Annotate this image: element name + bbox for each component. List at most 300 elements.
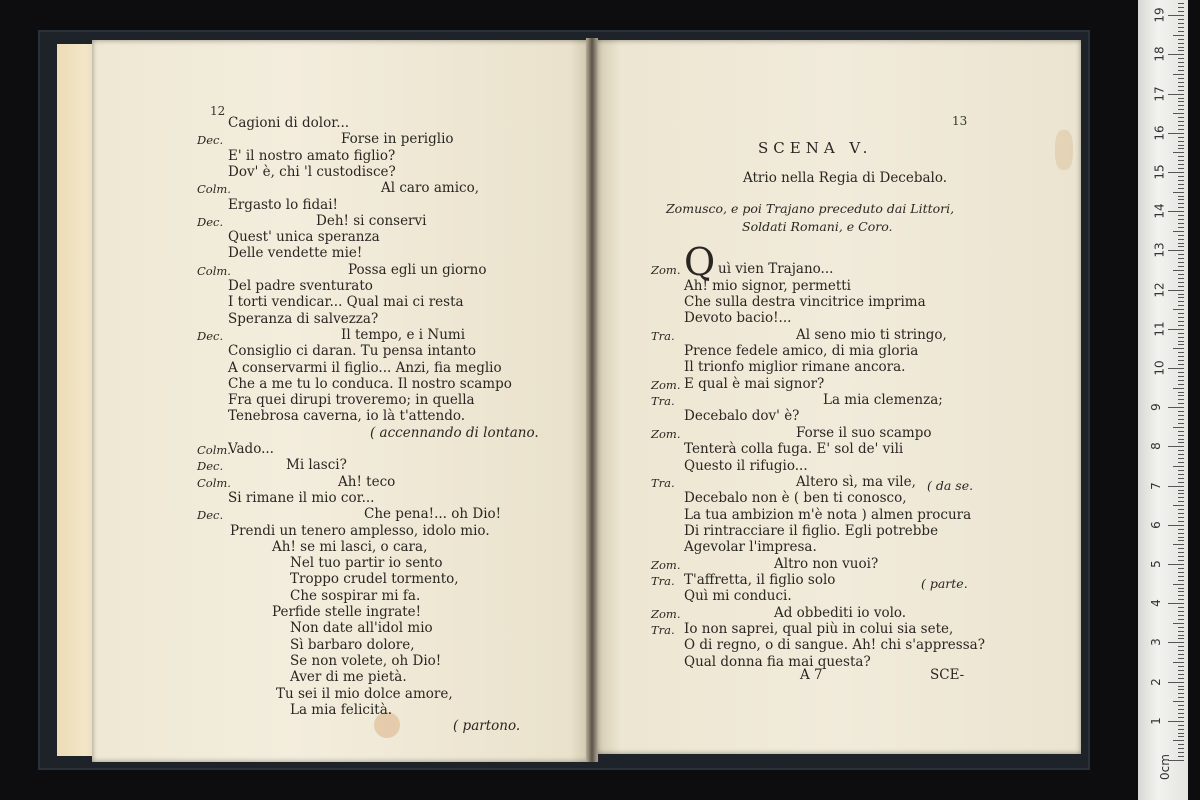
ruler-tick (1178, 325, 1184, 326)
ruler-tick (1168, 721, 1184, 722)
ruler-tick (1178, 678, 1184, 679)
ruler-tick (1178, 282, 1184, 283)
ruler-tick (1168, 329, 1184, 330)
catchword: SCE- (930, 667, 965, 683)
ruler-tick (1178, 654, 1184, 655)
speaker-label: Colm. (197, 263, 231, 278)
ruler-tick (1178, 638, 1184, 639)
ruler-tick (1178, 548, 1184, 549)
ruler-tick (1178, 301, 1184, 302)
ruler-tick (1178, 748, 1184, 749)
ruler-tick (1178, 591, 1184, 592)
ruler-tick (1178, 540, 1184, 541)
ruler-tick (1178, 86, 1184, 87)
ruler-number: 17 (1152, 85, 1167, 102)
ruler-number: 15 (1152, 164, 1167, 180)
ruler-number: 1 (1148, 716, 1163, 725)
speaker-label: Tra. (651, 329, 675, 343)
aside-da-se: ( da se. (927, 478, 974, 493)
ruler-tick (1178, 435, 1184, 436)
verse-line: Il trionfo miglior rimane ancora. (684, 359, 906, 375)
ruler-tick (1178, 450, 1184, 451)
ruler-tick (1178, 572, 1184, 573)
ruler-tick (1178, 439, 1184, 440)
scene-characters-1: Zomusco, e poi Trajano preceduto dai Littori, (666, 201, 955, 216)
verse-line: Fra quei dirupi troveremo; in quella (228, 392, 475, 409)
ruler-tick (1168, 15, 1184, 16)
ruler-tick (1178, 344, 1184, 345)
verse-line: Troppo crudel tormento, (290, 571, 459, 588)
verse-line: Cagioni di dolor... (228, 115, 350, 131)
ruler-tick (1178, 513, 1184, 514)
speaker-label: Tra. (651, 574, 675, 588)
ruler-tick (1178, 360, 1184, 361)
ruler-tick (1178, 493, 1184, 494)
ruler-tick (1178, 615, 1184, 616)
ruler-tick (1178, 235, 1184, 236)
ruler-tick (1178, 454, 1184, 455)
ruler-tick (1178, 501, 1184, 502)
ruler-tick (1168, 172, 1184, 173)
verse-line: Che a me tu lo conduca. Il nostro scampo (228, 375, 512, 392)
verse-line: Tu sei il mio dolce amore, (276, 685, 453, 702)
ruler-tick (1178, 215, 1184, 216)
ruler-tick (1178, 50, 1184, 51)
ruler-tick (1178, 11, 1184, 12)
ruler-tick (1178, 23, 1184, 24)
ruler-tick (1173, 662, 1184, 663)
ruler-tick (1178, 752, 1184, 753)
ruler-tick (1173, 505, 1184, 506)
speaker-label: Tra. (651, 394, 675, 408)
ruler-tick (1178, 246, 1184, 247)
scene-title: SCENA V. (758, 139, 873, 157)
ruler-tick (1178, 509, 1184, 510)
verse-line: Prendi un tenero amplesso, idolo mio. (230, 522, 490, 539)
verse-line: Mi lasci? (286, 457, 347, 474)
verse-line: Possa egli un giorno (348, 261, 487, 278)
ruler-tick (1178, 121, 1184, 122)
verse-line: Ad obbediti io volo. (774, 605, 907, 621)
ruler-tick (1178, 635, 1184, 636)
ruler-tick (1178, 47, 1184, 48)
ruler-tick (1178, 411, 1184, 412)
ruler-tick (1178, 207, 1184, 208)
ruler-tick (1178, 646, 1184, 647)
verse-line: Qual donna fia mai questa? (684, 654, 871, 670)
ruler-tick (1168, 682, 1184, 683)
verse-line: Non date all'idol mio (290, 620, 433, 637)
ruler-tick (1178, 294, 1184, 295)
ruler-tick (1178, 254, 1184, 255)
verse-line: Si rimane il mio cor... (228, 489, 375, 506)
ruler-tick (1178, 90, 1184, 91)
ruler-tick (1178, 188, 1184, 189)
ruler-unit: 0cm (1157, 754, 1172, 780)
ruler-tick (1178, 607, 1184, 608)
verse-line: Del padre sventurato (228, 278, 373, 294)
ruler-tick (1178, 556, 1184, 557)
verse-line: Che pena!... oh Dio! (364, 506, 502, 523)
ruler-number: 6 (1148, 520, 1163, 529)
ruler-tick (1178, 533, 1184, 534)
ruler-tick (1173, 348, 1184, 349)
verse-line: Agevolar l'impresa. (684, 539, 817, 555)
ruler-tick (1178, 82, 1184, 83)
ruler-tick (1178, 729, 1184, 730)
speaker-label: Zom. (651, 378, 681, 392)
ruler-tick (1178, 392, 1184, 393)
ruler-tick (1178, 274, 1184, 275)
speaker-label: Dec. (197, 508, 224, 523)
ruler-tick (1178, 109, 1184, 110)
ruler-tick (1178, 145, 1184, 146)
ruler-tick (1173, 74, 1184, 75)
ruler-tick (1173, 309, 1184, 310)
ruler-tick (1173, 466, 1184, 467)
ruler-tick (1178, 497, 1184, 498)
ruler-tick (1178, 168, 1184, 169)
ruler-tick (1178, 725, 1184, 726)
ruler-tick (1168, 486, 1184, 487)
ruler-tick (1178, 372, 1184, 373)
ruler-tick (1178, 705, 1184, 706)
verse-line: ( accennando di lontano. (370, 424, 539, 441)
ruler-tick (1178, 627, 1184, 628)
ruler-tick (1178, 203, 1184, 204)
ruler-tick (1178, 196, 1184, 197)
ruler-tick (1178, 697, 1184, 698)
ruler-tick (1178, 27, 1184, 28)
verse-line: Che sospirar mi fa. (290, 587, 421, 604)
ruler-tick (1178, 442, 1184, 443)
verse-line: Consiglio ci daran. Tu pensa intanto (228, 343, 477, 360)
ruler-tick (1178, 70, 1184, 71)
verse-line: La mia felicità. (290, 701, 393, 718)
ruler-tick (1173, 35, 1184, 36)
speaker-label: Dec. (197, 328, 224, 343)
ruler-tick (1178, 98, 1184, 99)
ruler-tick (1168, 54, 1184, 55)
ruler-number: 9 (1148, 403, 1163, 412)
speaker-label: Colm. (197, 475, 231, 490)
ruler-tick (1178, 717, 1184, 718)
scene-setting: Atrio nella Regia di Decebalo. (743, 170, 948, 186)
ruler-tick (1178, 62, 1184, 63)
ruler-tick (1178, 599, 1184, 600)
verse-line: La mia clemenza; (823, 392, 943, 408)
verse-line: Ah! teco (338, 473, 396, 490)
verse-line: Che sulla destra vincitrice imprima (684, 294, 926, 310)
ruler-tick (1178, 399, 1184, 400)
ruler-tick (1178, 141, 1184, 142)
verse-line: Deh! si conservi (316, 212, 427, 229)
ruler-tick (1178, 458, 1184, 459)
ruler-tick (1173, 701, 1184, 702)
ruler-tick (1178, 352, 1184, 353)
verse-line: Al caro amico, (381, 180, 479, 197)
verse-line: A conservarmi il figlio... Anzi, fia meglio (228, 359, 502, 376)
verse-line: Altro non vuoi? (774, 556, 879, 572)
signature-mark: A 7 (800, 667, 823, 683)
ruler-tick (1178, 223, 1184, 224)
verse-line: Quì mi conduci. (684, 588, 792, 604)
ruler-tick (1173, 623, 1184, 624)
verse-line: Tenterà colla fuga. E' sol de' vili (684, 441, 904, 457)
ruler-number: 12 (1152, 281, 1167, 298)
ruler-tick (1178, 756, 1184, 757)
ruler-tick (1178, 650, 1184, 651)
ruler-tick (1178, 588, 1184, 589)
verse-line: Nel tuo partir io sento (290, 555, 443, 572)
verse-line: Di rintracciare il figlio. Egli potrebbe (684, 523, 939, 539)
scene-characters-2: Soldati Romani, e Coro. (742, 219, 893, 234)
ruler-tick (1178, 474, 1184, 475)
verse-line: I torti vendicar... Qual mai ci resta (228, 294, 464, 311)
verse-line: Aver di me pietà. (290, 669, 407, 686)
ruler-tick (1178, 19, 1184, 20)
ruler-tick (1178, 537, 1184, 538)
verse-line: Io non saprei, qual più in colui sia sete, (684, 621, 954, 637)
speaker-label: Dec. (197, 133, 224, 148)
ruler-tick (1178, 180, 1184, 181)
drop-cap: Q (684, 240, 716, 284)
verse-line: Tenebrosa caverna, io là t'attendo. (228, 408, 466, 425)
ruler-tick (1178, 431, 1184, 432)
ruler-tick (1178, 689, 1184, 690)
ruler-tick (1178, 462, 1184, 463)
verse-line: uì vien Trajano... (718, 261, 834, 277)
ruler-tick (1178, 3, 1184, 4)
ruler-tick (1173, 584, 1184, 585)
ruler-tick (1178, 384, 1184, 385)
ruler-tick (1178, 184, 1184, 185)
speaker-label: Zom. (651, 607, 681, 621)
ruler-tick (1173, 270, 1184, 271)
ruler-tick (1178, 658, 1184, 659)
verse-line: Dov' è, chi 'l custodisce? (228, 163, 396, 180)
verse-line: Ah! se mi lasci, o cara, (272, 538, 428, 555)
ruler-tick (1178, 239, 1184, 240)
ruler-tick (1178, 137, 1184, 138)
ruler-tick (1178, 415, 1184, 416)
ruler-tick (1178, 156, 1184, 157)
verse-line: Vado... (228, 441, 274, 457)
ruler-tick (1178, 199, 1184, 200)
ruler-tick (1178, 286, 1184, 287)
ruler-number: 5 (1148, 560, 1163, 568)
ruler-tick (1178, 631, 1184, 632)
ruler-tick (1178, 321, 1184, 322)
verse-line: Al seno mio ti stringo, (796, 327, 947, 343)
ruler-tick (1178, 666, 1184, 667)
ruler-tick (1178, 262, 1184, 263)
verse-line: Il tempo, e i Numi (341, 326, 466, 343)
verse-line: Decebalo non è ( ben ti conosco, (684, 490, 907, 506)
ruler-number: 4 (1148, 599, 1163, 608)
ruler-tick (1178, 305, 1184, 306)
verse-line: Speranza di salvezza? (228, 310, 379, 327)
ruler-number: 2 (1148, 677, 1163, 686)
ruler-tick (1178, 317, 1184, 318)
ruler-tick (1178, 470, 1184, 471)
right-page-number: 13 (952, 114, 968, 128)
verse-line: Decebalo dov' è? (684, 408, 800, 424)
ruler-tick (1178, 31, 1184, 32)
ruler-number: 18 (1152, 46, 1167, 63)
ruler-tick (1178, 258, 1184, 259)
ruler-tick (1168, 407, 1184, 408)
ruler-tick (1168, 525, 1184, 526)
ruler-tick (1178, 160, 1184, 161)
ruler-tick (1168, 564, 1184, 565)
ruler-tick (1178, 709, 1184, 710)
ruler-tick (1178, 129, 1184, 130)
stain (1055, 130, 1073, 170)
ruler-tick (1178, 521, 1184, 522)
speaker-label: Zom. (651, 263, 681, 277)
ruler-tick (1178, 580, 1184, 581)
verse-line: E qual è mai signor? (684, 376, 825, 392)
ruler-number: 13 (1152, 242, 1167, 259)
ruler-tick (1178, 693, 1184, 694)
ruler-tick (1178, 101, 1184, 102)
speaker-label: Zom. (651, 427, 681, 441)
ruler-tick (1178, 736, 1184, 737)
ruler-tick (1168, 250, 1184, 251)
ruler-tick (1178, 674, 1184, 675)
verse-line: Questo il rifugio... (684, 458, 808, 474)
speaker-label: Dec. (197, 459, 224, 474)
ruler-number: 3 (1148, 638, 1163, 647)
ruler-tick (1168, 133, 1184, 134)
verse-line: O di regno, o di sangue. Ah! chi s'appressa? (684, 637, 985, 653)
ruler-tick (1178, 611, 1184, 612)
verse-line: Sì barbaro dolore, (290, 636, 415, 653)
speaker-label: Tra. (651, 476, 675, 490)
verse-line: E' il nostro amato figlio? (228, 147, 396, 164)
ruler-tick (1178, 529, 1184, 530)
ruler-tick (1178, 117, 1184, 118)
ruler-tick (1168, 211, 1184, 212)
ruler-tick (1168, 642, 1184, 643)
ruler-number: 7 (1148, 481, 1163, 490)
ruler-tick (1178, 364, 1184, 365)
verse-line: Prence fedele amico, di mia gloria (684, 343, 919, 359)
verse-line: La tua ambizion m'è nota ) almen procura (684, 507, 972, 523)
ruler-tick (1178, 490, 1184, 491)
ruler-tick (1173, 388, 1184, 389)
ruler-tick (1168, 290, 1184, 291)
ruler-tick (1178, 219, 1184, 220)
ruler-tick (1178, 164, 1184, 165)
verse-line: Forse il suo scampo (796, 425, 932, 441)
ruler-number: 10 (1152, 360, 1167, 376)
ruler-tick (1178, 568, 1184, 569)
ruler-number: 14 (1152, 203, 1167, 219)
ruler-tick (1178, 78, 1184, 79)
ruler-tick (1173, 427, 1184, 428)
ruler-tick (1178, 670, 1184, 671)
ruler-tick (1178, 43, 1184, 44)
speaker-label: Tra. (651, 623, 675, 637)
ruler-tick (1173, 544, 1184, 545)
ruler-tick (1178, 227, 1184, 228)
speaker-label: Zom. (651, 558, 681, 572)
ruler-tick (1178, 552, 1184, 553)
ruler-number: 19 (1152, 7, 1167, 23)
ruler-tick (1178, 619, 1184, 620)
ruler-tick (1178, 297, 1184, 298)
ruler-tick (1178, 517, 1184, 518)
ruler-tick (1178, 7, 1184, 8)
ruler-tick (1178, 733, 1184, 734)
ruler-tick (1173, 740, 1184, 741)
ruler-tick (1173, 152, 1184, 153)
speaker-label: Dec. (197, 214, 224, 229)
ruler-tick (1178, 595, 1184, 596)
ruler-tick (1178, 105, 1184, 106)
ruler-number: 16 (1152, 125, 1167, 141)
ruler-number: 11 (1152, 321, 1167, 337)
ruler-tick (1178, 423, 1184, 424)
ruler-tick (1173, 192, 1184, 193)
verse-line: Altero sì, ma vile, (796, 474, 916, 490)
ruler-tick (1178, 403, 1184, 404)
ruler-tick (1178, 125, 1184, 126)
verse-line: Quest' unica speranza (228, 229, 380, 246)
ruler-tick (1178, 376, 1184, 377)
verse-line: Forse in periglio (341, 131, 454, 148)
verse-line: Ergasto lo fidai! (228, 196, 338, 213)
left-page-number: 12 (210, 104, 226, 118)
aside-parte: ( parte. (921, 576, 968, 591)
verse-line: T'affretta, il figlio solo (684, 572, 836, 588)
ruler-tick (1178, 337, 1184, 338)
ruler-tick (1178, 576, 1184, 577)
verse-line: ( partono. (453, 718, 521, 735)
ruler-tick (1173, 231, 1184, 232)
ruler-tick (1178, 341, 1184, 342)
ruler-tick (1168, 603, 1184, 604)
ruler-tick (1178, 560, 1184, 561)
verse-line: Devoto bacio!... (684, 310, 792, 326)
verse-line: Delle vendette mie! (228, 245, 363, 262)
ruler-tick (1178, 278, 1184, 279)
ruler-tick (1178, 313, 1184, 314)
ruler-tick (1178, 333, 1184, 334)
ruler-tick (1178, 713, 1184, 714)
ruler-tick (1168, 446, 1184, 447)
ruler-tick (1178, 482, 1184, 483)
ruler-number: 8 (1148, 442, 1163, 451)
ruler-tick (1178, 66, 1184, 67)
ruler-tick (1178, 478, 1184, 479)
ruler-tick (1168, 368, 1184, 369)
verse-line: Se non volete, oh Dio! (290, 652, 442, 669)
verse-line: Perfide stelle ingrate! (272, 604, 422, 620)
ruler-tick (1168, 94, 1184, 95)
ruler-tick (1173, 113, 1184, 114)
ruler-tick (1178, 419, 1184, 420)
ruler-tick (1178, 243, 1184, 244)
ruler-tick (1178, 148, 1184, 149)
ruler-tick (1178, 380, 1184, 381)
verse-line: Ah! mio signor, permetti (684, 278, 852, 294)
ruler-tick (1178, 744, 1184, 745)
ruler-tick (1178, 356, 1184, 357)
ruler-tick (1178, 58, 1184, 59)
